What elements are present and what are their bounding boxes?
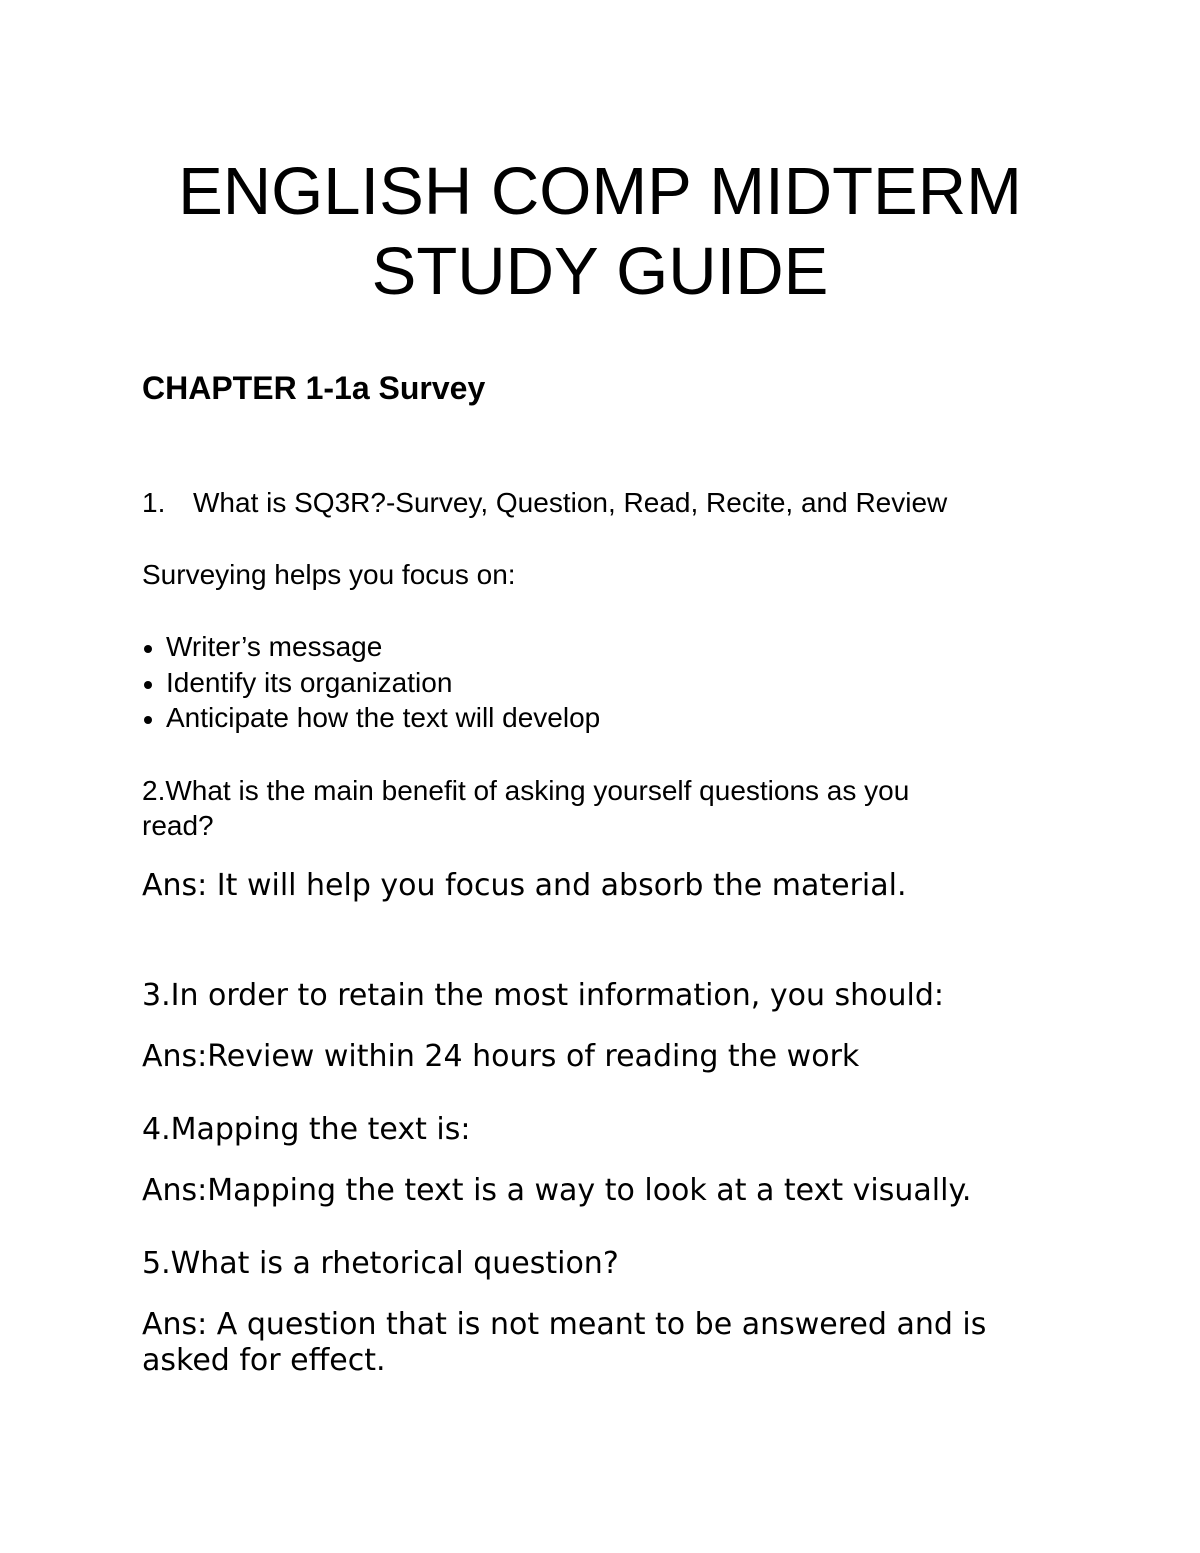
question-3: 3.In order to retain the most information, you should: — [142, 978, 945, 1013]
question-4: 4.Mapping the text is: — [142, 1112, 471, 1147]
chapter-heading: CHAPTER 1-1a Survey — [142, 370, 486, 406]
title-line-1: ENGLISH COMP MIDTERM — [178, 154, 1022, 229]
question-1-number: 1. — [142, 487, 166, 518]
answer-5-line-2: asked for effect. — [142, 1343, 386, 1378]
bullet-icon — [144, 681, 152, 689]
title-line-2: STUDY GUIDE — [371, 234, 829, 309]
question-5: 5.What is a rhetorical question? — [142, 1246, 619, 1281]
bullet-icon — [144, 716, 152, 724]
bullet-item: Anticipate how the text will develop — [166, 702, 601, 733]
answer-4: Ans:Mapping the text is a way to look at a text visually. — [142, 1173, 972, 1208]
question-1-text: What is SQ3R?-Survey, Question, Read, Recite, and Review — [193, 487, 948, 518]
bullet-item: Identify its organization — [166, 667, 453, 698]
answer-5-line-1: Ans: A question that is not meant to be answered and is — [142, 1307, 987, 1342]
answer-3: Ans:Review within 24 hours of reading the work — [142, 1039, 860, 1074]
surveying-intro: Surveying helps you focus on: — [142, 559, 516, 590]
question-2-line-1: 2.What is the main benefit of asking yourself questions as you — [142, 775, 910, 806]
bullet-icon — [144, 645, 152, 653]
bullet-item: Writer’s message — [166, 631, 383, 662]
answer-2: Ans: It will help you focus and absorb the material. — [142, 868, 907, 903]
question-2-line-2: read? — [142, 810, 214, 841]
